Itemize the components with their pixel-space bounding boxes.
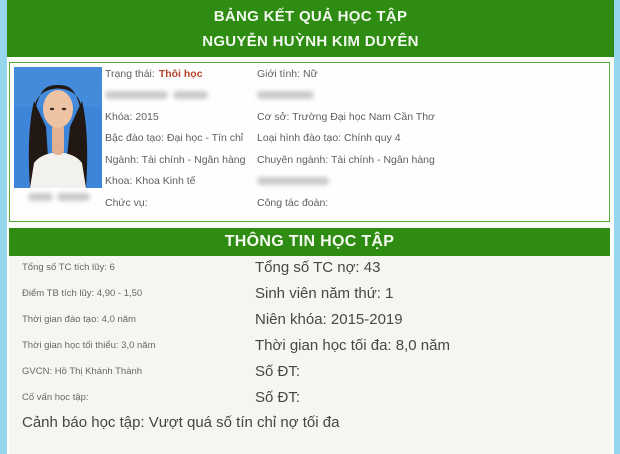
field-status-label: Trạng thái: (105, 68, 155, 80)
redacted-text (257, 91, 314, 99)
field-khoa-dept: Khoa: Khoa Kinh tế (105, 175, 196, 187)
study-row-left: GVCN: Hồ Thị Khánh Thành (22, 366, 143, 377)
page-title: BẢNG KẾT QUẢ HỌC TẬP (213, 8, 408, 25)
redacted-photo-caption (57, 193, 90, 201)
study-row-left: Điểm TB tích lũy: 4,90 - 1,50 (22, 288, 143, 299)
field-bac-dao-tao: Bậc đào tạo: Đại học - Tín chỉ (105, 132, 244, 144)
field-cong-tac-doan: Công tác đoàn: (257, 197, 329, 209)
field-status-value: Thôi học (158, 68, 203, 80)
student-photo (14, 67, 102, 188)
field-chuyen-nganh: Chuyên ngành: Tài chính - Ngân hàng (257, 154, 435, 166)
study-row-right: Niên khóa: 2015-2019 (255, 311, 403, 328)
student-portrait-image (14, 67, 102, 188)
field-gioi-tinh: Giới tính: Nữ (257, 68, 318, 80)
study-row-right: Thời gian học tối đa: 8,0 năm (255, 337, 450, 354)
redacted-text (173, 91, 208, 99)
report-card (7, 0, 614, 454)
field-khoa: Khóa: 2015 (105, 111, 159, 123)
field-chuc-vu: Chức vụ: (105, 197, 148, 209)
academic-warning-text: Cảnh báo học tập: Vượt quá số tín chỉ nợ tối đa (22, 414, 340, 431)
field-loai-hinh: Loại hình đào tạo: Chính quy 4 (257, 132, 401, 144)
redacted-photo-caption (28, 193, 53, 201)
field-co-so: Cơ sở: Trường Đại học Nam Cần Thơ (257, 111, 435, 123)
study-row-left: Thời gian học tối thiểu: 3,0 năm (22, 340, 156, 351)
redacted-text (105, 91, 168, 99)
study-row-right: Số ĐT: (255, 363, 301, 380)
profile-panel (9, 62, 610, 222)
study-row-left: Cố vấn học tập: (22, 392, 89, 403)
study-row-left: Thời gian đào tạo: 4,0 năm (22, 314, 136, 325)
study-row-right: Sinh viên năm thứ: 1 (255, 285, 394, 302)
section-title-study-info: THÔNG TIN HỌC TẬP (9, 228, 610, 256)
redacted-text (257, 177, 329, 185)
study-row-right: Số ĐT: (255, 389, 301, 406)
field-status (105, 64, 203, 84)
page-header (7, 0, 614, 57)
study-row-left: Tổng số TC tích lũy: 6 (22, 262, 115, 273)
field-nganh: Ngành: Tài chính - Ngân hàng (105, 154, 246, 166)
study-row-right: Tổng số TC nợ: 43 (255, 259, 381, 276)
student-name: NGUYỄN HUỲNH KIM DUYÊN (202, 33, 419, 50)
